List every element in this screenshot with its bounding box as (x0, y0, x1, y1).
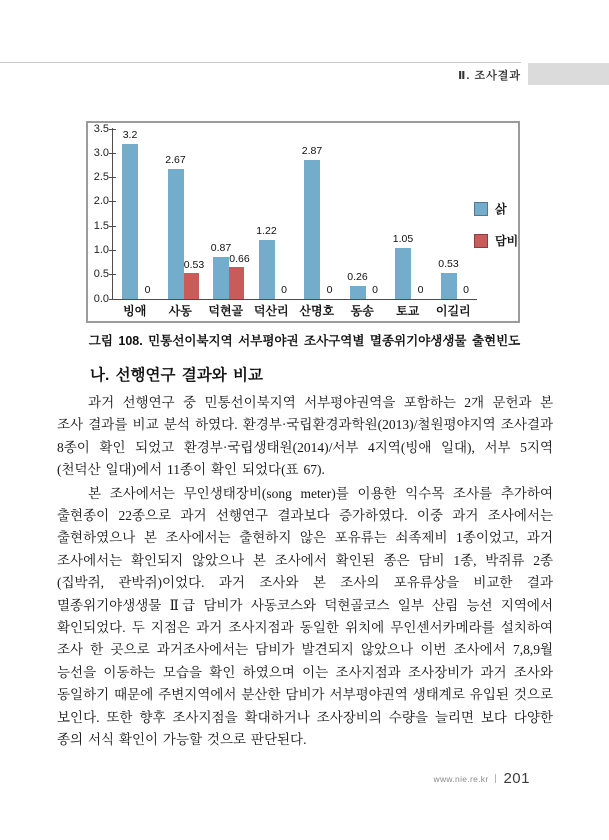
x-axis-category-label: 사동 (168, 304, 192, 318)
bar-value-label: 0.87 (210, 241, 232, 254)
bar-value-label: 0.53 (438, 258, 459, 271)
x-axis-category-label: 토교 (396, 304, 420, 318)
footer-page-number: 201 (503, 770, 530, 787)
bar-삵 (213, 257, 229, 299)
bar-삵 (304, 160, 320, 299)
y-axis-tick (109, 250, 116, 251)
bar-value-label: 0.26 (347, 271, 368, 284)
bar-삵 (441, 273, 457, 299)
bar-삵 (259, 240, 275, 299)
bar-담비 (229, 267, 244, 299)
paragraph: 과거 선행연구 중 민통선이북지역 서부평야권역을 포함하는 2개 문헌과 본 조사 결과를 비교 분석 하였다. 환경부·국립환경과학원(2013)/철원평야지역 조사결과 8종이 확인 되었고 환경부·국립생태원(2014)/서부 4지역(빙애 일대), 서부 5지역(천덕산 일대)에서 11종이 확인 되었다(표 67). (57, 395, 553, 478)
bar-삵 (168, 169, 184, 299)
x-axis-category-label: 빙애 (123, 304, 147, 318)
y-axis-tick (109, 226, 116, 227)
x-axis-category-label: 덕현골 (208, 304, 244, 318)
y-axis-tick-label: 0.0 (93, 292, 109, 305)
bar-담비 (184, 273, 199, 299)
bar-zero-label: 0 (417, 284, 424, 296)
y-axis-tick (109, 129, 116, 130)
x-axis-category-label: 덕산리 (253, 304, 289, 318)
bar-삵 (395, 248, 411, 299)
bar-value-label: 0.53 (183, 259, 205, 272)
header-section-label: Ⅱ. 조사결과 (458, 70, 521, 82)
header-divider (0, 62, 521, 63)
section-heading: 나. 선행연구 결과와 비교 (90, 367, 263, 384)
legend-swatch-icon (474, 202, 488, 216)
bar-zero-label: 0 (281, 284, 287, 296)
x-axis-category-label: 동송 (350, 304, 374, 318)
y-axis-tick (109, 177, 116, 178)
page-footer (434, 770, 530, 787)
body-text (57, 392, 553, 753)
bar-zero-label: 0 (463, 284, 469, 296)
legend-swatch-icon (474, 234, 488, 248)
figure-chart (86, 121, 520, 323)
y-axis-tick (109, 274, 116, 275)
legend-entry (474, 200, 518, 217)
chart-legend (474, 200, 518, 264)
bar-삵 (350, 286, 366, 299)
bar-value-label: 2.67 (165, 154, 186, 167)
paragraph: 본 조사에서는 무인생태장비(song meter)를 이용한 익수목 조사를 추가하여 출현종이 22종으로 과거 선행연구 결과보다 증가하였다. 이중 과거 조사에서는 출현하였으나 본 조사에서는 출현하지 않은 포유류는 쇠족제비 1종이었고, 과거 조사에서는 확인되지 않았으나 본 조사에서 확인된 종은 담비 1종, 박쥐류 2종(집박쥐, 관박쥐)이었다. 과거 조사와 본 조사의 포유류상을 비교한 결과 멸종위기야생생물 Ⅱ급 담비가 사동코스와 덕현골코스 일부 산림 능선 지역에서 확인되었다. 두 지점은 과거 조사지점과 동일한 위치에 무인센서카메라를 설치하여 조사 한 곳으로 과거조사에서는 담비가 발견되지 않았으나 이번 조사에서 7,8,9월 능선을 이동하는 모습을 확인 하였으며 이는 조사지점과 조사장비가 과거 조사와 동일하기 때문에 주변지역에서 분산한 담비가 서부평야권역 생태계로 유입된 것으로 보인다. 또한 향후 조사지점을 확대하거나 조사장비의 수량을 늘리면 보다 다양한 종의 서식 확인이 가능할 것으로 판단된다. (57, 485, 553, 748)
bar-value-label: 2.87 (301, 144, 323, 157)
legend-label: 삵 (495, 202, 507, 216)
y-axis-tick-label: 3.0 (93, 146, 109, 159)
y-axis-tick (109, 153, 116, 154)
figure-caption: 그림 108. 민통선이북지역 서부평야권 조사구역별 멸종위기야생생물 출현빈도 (88, 334, 521, 348)
bar-value-label: 0.66 (229, 252, 250, 265)
y-axis-tick-label: 1.0 (93, 243, 109, 256)
bar-삵 (122, 144, 138, 299)
x-axis-line (112, 299, 477, 300)
bar-zero-label: 0 (326, 284, 333, 296)
legend-entry (474, 232, 518, 249)
y-axis-tick-label: 3.5 (93, 122, 109, 135)
y-axis-tick-label: 2.5 (93, 171, 109, 184)
x-axis-category-label: 산명호 (299, 304, 335, 318)
bar-value-label: 1.05 (392, 233, 414, 245)
y-axis-tick-label: 0.5 (93, 268, 109, 281)
bar-value-label: 3.2 (122, 128, 138, 141)
bar-zero-label: 0 (372, 284, 378, 296)
plot-area (88, 123, 518, 321)
footer-separator (495, 774, 496, 783)
footer-site-url: www.nie.re.kr (433, 773, 489, 784)
bar-value-label: 1.22 (256, 224, 277, 237)
y-axis-tick-label: 1.5 (93, 219, 109, 232)
x-axis-category-label: 이길리 (435, 304, 471, 318)
y-axis-tick (109, 299, 116, 300)
y-axis-tick (109, 201, 116, 202)
header-gray-tab (528, 63, 609, 85)
y-axis-tick-label: 2.0 (93, 195, 109, 208)
bar-zero-label: 0 (144, 284, 151, 296)
legend-label: 담비 (495, 234, 519, 248)
